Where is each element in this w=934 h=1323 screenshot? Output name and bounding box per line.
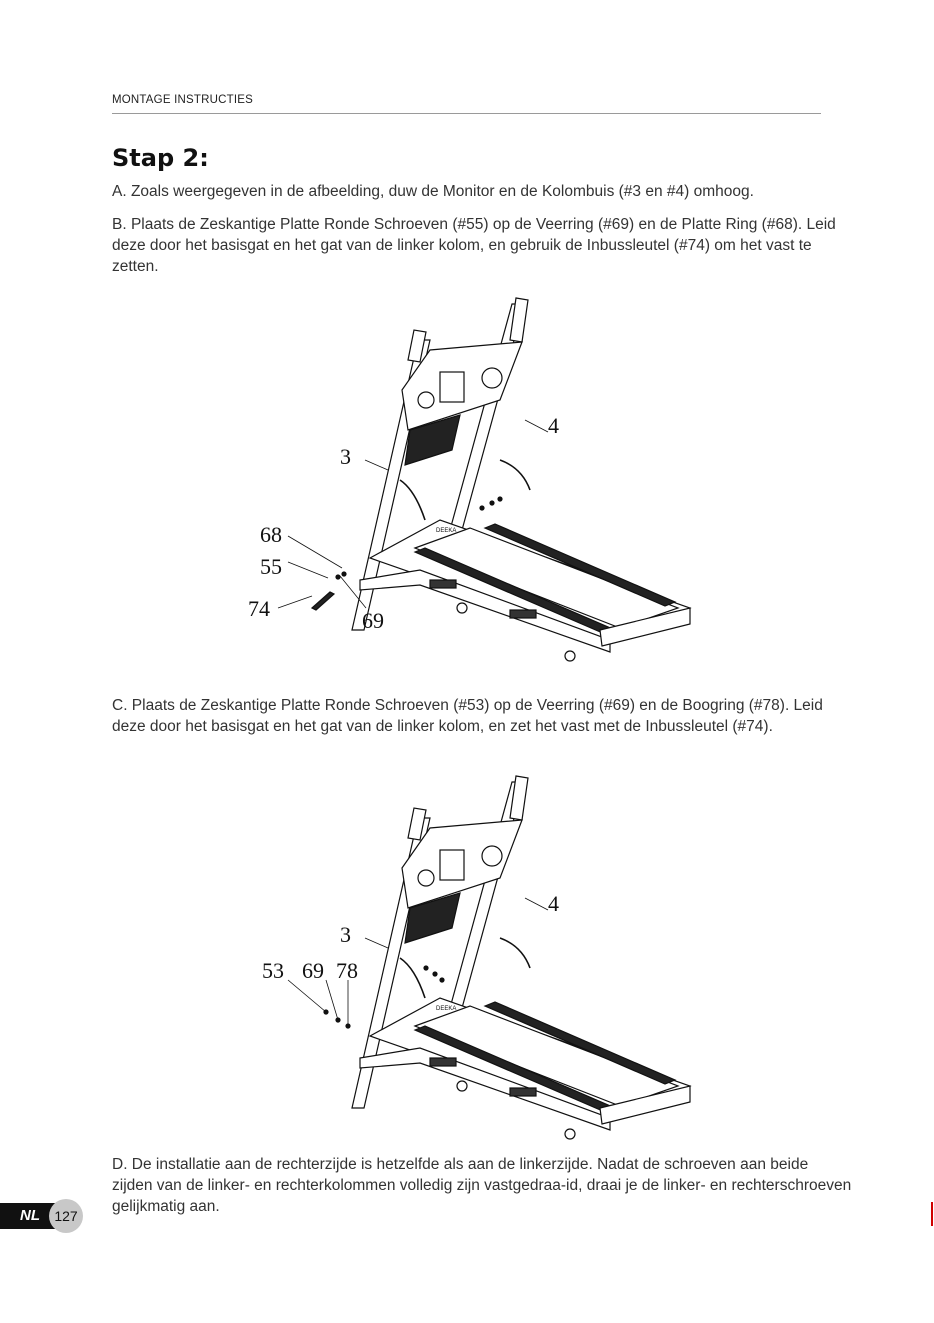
- callout-3: 3: [340, 444, 351, 469]
- callout-3: 3: [340, 922, 351, 947]
- callout-55: 55: [260, 554, 282, 579]
- callout-4: 4: [548, 891, 559, 916]
- instruction-d: D. De installatie aan de rechterzijde is hetzelfde als aan de linkerzijde. Nadat de schroeven aan beide zijden van de linker- en rechterkolommen volledig zijn vastgedraa-id, draai je de linker- en rechterschroeven gelijkmatig aan.: [112, 1156, 852, 1215]
- instruction-a: A. Zoals weergegeven in de afbeelding, duw de Monitor en de Kolombuis (#3 en #4) omhoog.: [112, 183, 754, 200]
- deck-brand: DEEKA: [436, 528, 457, 534]
- instruction-b: B. Plaats de Zeskantige Platte Ronde Schroeven (#55) op de Veerring (#69) en de Platte Ring (#68). Leid deze door het basisgat en het gat van de linker kolom, en gebruik de Inbussleutel (#74) om het vast te zetten.: [112, 216, 836, 275]
- edge-marker: [931, 1202, 933, 1226]
- section-header: MONTAGE INSTRUCTIES: [112, 94, 253, 106]
- callout-4: 4: [548, 413, 559, 438]
- callout-53: 53: [262, 958, 284, 983]
- callout-69: 69: [362, 608, 384, 633]
- callout-78: 78: [336, 958, 358, 983]
- callout-68: 68: [260, 522, 282, 547]
- treadmill-assembly-figure-2: [230, 768, 710, 1148]
- deck-brand: DEEKA: [436, 1006, 457, 1012]
- page-number: 127: [49, 1199, 83, 1233]
- language-badge: NL: [0, 1203, 56, 1229]
- treadmill-assembly-figure-1: [230, 290, 710, 670]
- header-divider: [112, 113, 821, 114]
- callout-74: 74: [248, 596, 270, 621]
- instruction-c: C. Plaats de Zeskantige Platte Ronde Schroeven (#53) op de Veerring (#69) en de Boogring (#78). Leid deze door het basisgat en het gat van de linker kolom, en zet het vast met de Inbussleutel (#74).: [112, 697, 823, 735]
- step-title: Stap 2:: [112, 144, 209, 172]
- callout-69: 69: [302, 958, 324, 983]
